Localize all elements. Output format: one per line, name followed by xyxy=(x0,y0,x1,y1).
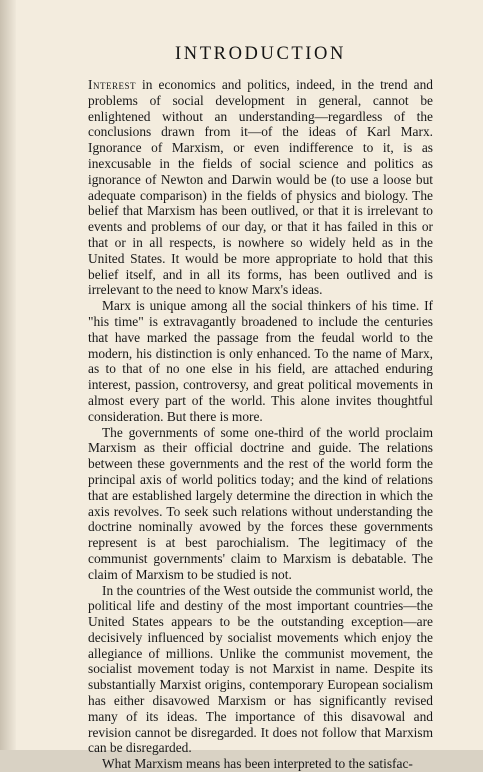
paragraph-3: The governments of some one-third of the world proclaim Marxism as their official doctrine and guide. The relations between these governments and the rest of the world form the principal axis of world politics today; and the kind of relations that are established largely determine the direction in which the axis revolves. To seek such relations without understanding the doctrine nominally avowed by the forces these governments represent is at best parochialism. The legitimacy of the communist governments' claim to Marxism is debatable. The claim of Marxism to be studied is not. xyxy=(88,424,433,582)
chapter-heading: INTRODUCTION xyxy=(175,44,346,64)
paragraph-2: Marx is unique among all the social thinkers of his time. If "his time" is extravagantly broadened to include the centuries that have marked the passage from the feudal world to the modern, his distinction is only enhanced. To the name of Marx, as to that of no one else in his field, are attached enduring interest, passion, controversy, and great political movements in almost every part of the world. This alone invites thoughtful consideration. But there is more. xyxy=(88,298,433,424)
paragraph-4: In the countries of the West outside the communist world, the political life and destiny of the most important countries—the United States appears to be the outstanding exception—are decisively influenced by socialist movements which enjoy the allegiance of millions. Unlike the communist movement, the socialist movement today is not Marxist in name. Despite its substantially Marxist origins, contemporary European socialism has either disavowed Marxism or has significantly revised many of its ideas. The importance of this disavowal and revision cannot be disregarded. It does not follow that Marxism can be disregarded. xyxy=(88,582,433,756)
paragraph-1 xyxy=(88,77,433,298)
lead-word: Interest xyxy=(88,77,136,92)
paragraph-1-text: in economics and politics, indeed, in the trend and problems of social development in general, cannot be enlightened without an understanding—regardless of the conclusions drawn from it—of the ideas of Karl Marx. Ignorance of Marxism, or even indifference to it, is as inexcusable in the fields of social science and politics as ignorance of Newton and Darwin would be (to use a loose but adequate comparison) in the fields of physics and biology. The belief that Marxism has been outlived, or that it is irrelevant to events and problems of our day, or that it has failed in this or that or in all respects, is nowhere so widely held as in the United States. It would be more appropriate to hold that this belief itself, and in all its forms, has been outlived and is irrelevant to the need to know Marx's ideas. xyxy=(88,77,433,298)
paragraph-5: What Marxism means has been interpreted to the satisfac- xyxy=(102,756,413,772)
body-text xyxy=(88,77,433,772)
